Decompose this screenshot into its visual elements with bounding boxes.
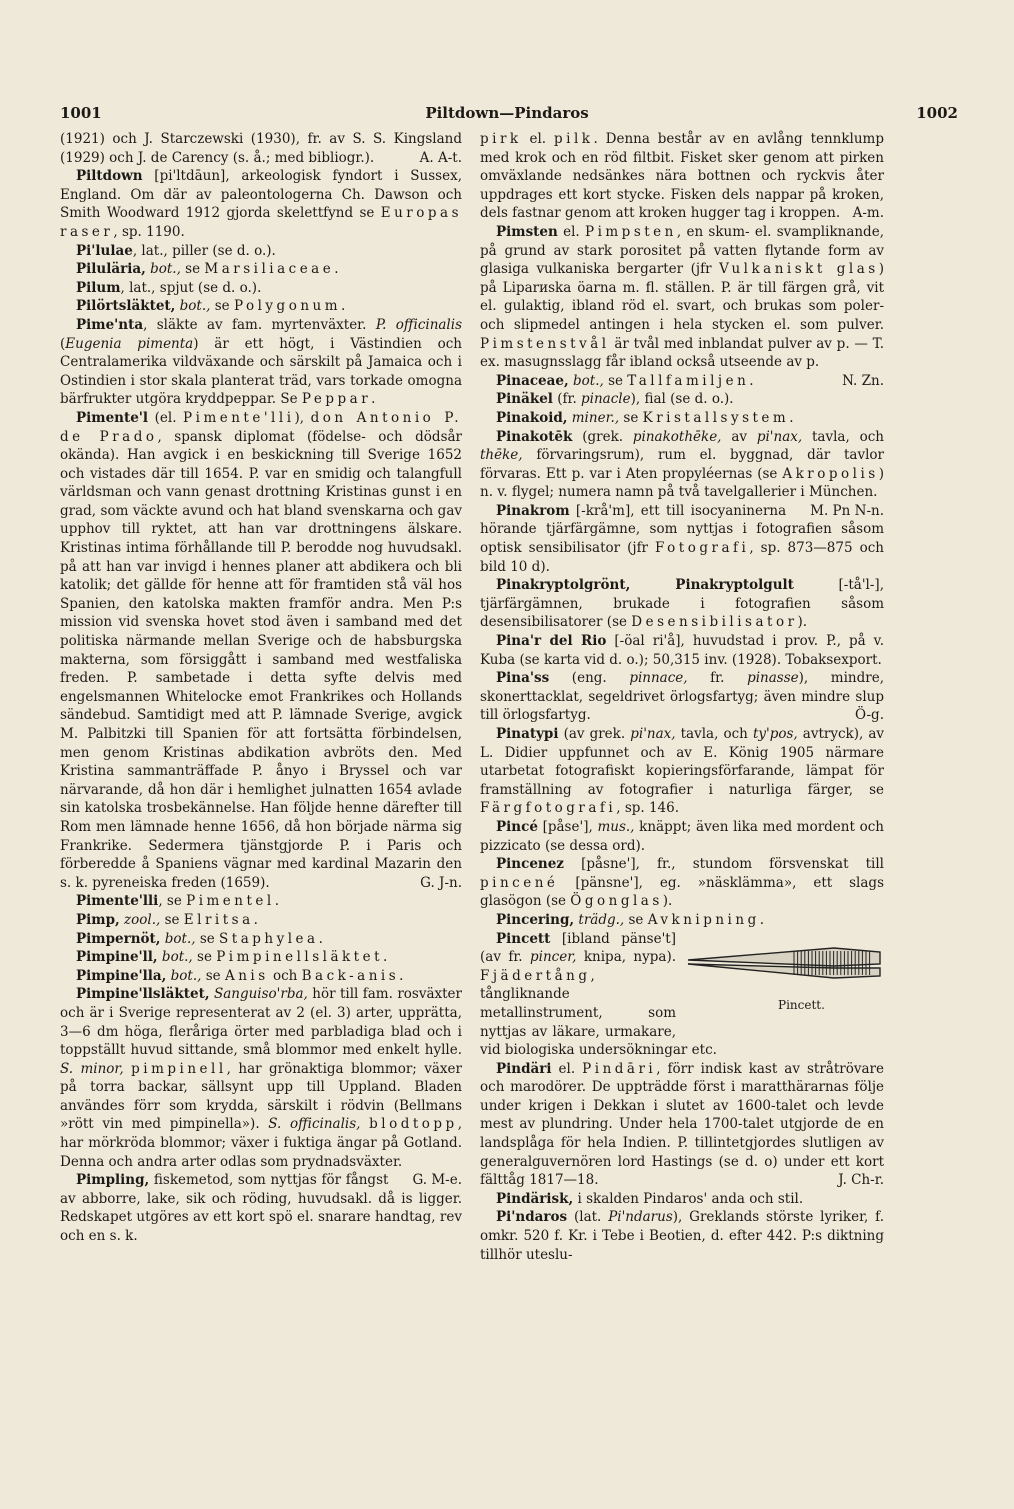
dictionary-entry [60, 297, 462, 316]
entry-text: ), mindre, skonerttacklat, segeldrivet örlogsfartyg; även mindre slup till örlogsfartyg. [480, 670, 884, 724]
dictionary-entry [480, 725, 884, 818]
cross-reference: Tallfamiljen [627, 372, 750, 389]
entry-headword: Pinakryptolgrönt, Pinakryptolgult [496, 577, 794, 594]
dictionary-entry [480, 1208, 884, 1264]
entry-headword: Pinäkel [496, 391, 553, 408]
entry-text: ) n. v. flygel; numera namn på två tavelgallerier i München. [480, 465, 884, 501]
entry-text: el. [551, 1060, 583, 1077]
entry-text: . [341, 298, 346, 315]
entry-text: se [201, 967, 225, 984]
dictionary-entry [480, 818, 884, 855]
dictionary-entry [60, 967, 462, 986]
entry-text: , spansk diplomat (födelse- och dödsår okända). Han avgick i en beskickning till Sverige 1652 och vistades där till 1654. P. var en smidig och talangfull världsman och vann genast drottning Kristinas gunst i en grad, som väckte avund och hat bland svenskarna och gav upphov till ryktet, att han var drottningens älskare. Kristinas intima förhållande till P. berodde nog huvudsakl. på att han var invigd i hennes planer att abdikera och bli katolik; det gällde för henne att för framtiden stå väl hos Spanien, den katolska makten framför andra. Men P:s mission vid svenska hovet stod även i samband med det politiska närmande mellan Sverige och de habsburgska makterna, som försiggått i samband med westfaliska freden. P. sambetade i detta syfte delvis med engelsmannen Whitelocke emot Frankrikes och Hollands sändebud. Samtidigt med att P. lämnade Sverige, avgick M. Palbitzki till Spanien för att fortsätta förbindelsen, men genom Kristinas abdikation avbröts den. Med Kristina sammanträffade P. ånyo i Bryssel och var närvarande, då hon där i hemlighet julnatten 1654 avlade sin katolska trosbekännelse. Han följde henne därefter till Rom men lämnade henne 1656, då hon började närma sig Frankrike. Sedermera tjänstgjorde P. i Paris och förberedde å Spaniens vägnar med kardinal Mazarin den s. k. pyreneiska freden (1659). [60, 428, 462, 891]
entry-text: [-tå'l-], tjärfärgämnen, brukade i fotografien såsom desensibilisatorer (se [480, 577, 884, 631]
entry-text: [pi'ltdāun], arkeologisk fyndort i Sussex, England. Om där av paleontologerna Ch. Dawson och Smith Woodward 1912 gjorda skelettfynd se [60, 168, 462, 222]
entry-text: tavla, och [802, 428, 884, 445]
entry-text: , sp. 146. [616, 800, 680, 817]
entry-text: pinasse [747, 670, 799, 687]
entry-headword: Piluläria, [76, 261, 146, 278]
entry-text: (fr. [552, 391, 582, 408]
entry-text: Sanguiso'rba, [209, 986, 308, 1003]
entry-text: (grek. [572, 428, 633, 445]
entry-text: förvaringsrum), rum el. byggnad, där tavlor förvaras. Ett p. var i Aten propyléernas (se [480, 447, 884, 482]
right-column [480, 130, 884, 1264]
entry-text: el. [521, 131, 554, 147]
entry-text: [-krå'm], ett till isocyaninerna hörande tjärfärgämne, som nyttjas i fotografien såsom optisk sensibilisator (jfr [480, 502, 884, 557]
dictionary-entry [480, 1190, 884, 1209]
cross-reference: Europas raser [60, 205, 462, 240]
dictionary-entry [480, 372, 884, 391]
entry-text: , en skum- el. svampliknande, på grund av stark porositet på vatten flytande form av glasiga vulkaniska bergarter (jfr [480, 223, 884, 278]
running-title: Piltdown—Pindaros [425, 104, 589, 122]
entry-text: [pänsne'], eg. »näsklämma», ett slags glasögon (se [480, 874, 884, 910]
entry-text: bot., [145, 261, 181, 278]
entry-text: pi'nax, [630, 726, 676, 742]
entry-text: i skalden Pindaros' anda och stil. [573, 1190, 804, 1207]
dictionary-entry [60, 242, 462, 261]
entry-text: , se [158, 893, 187, 910]
entry-text: ), Greklands störste lyriker, f. omkr. 520 f. Kr. i Tebe i Beotien, d. efter 442. P:s diktning tillhör uteslu- [480, 1209, 884, 1263]
cross-reference: Back-anis [301, 967, 400, 984]
entry-text: pinnace, [629, 670, 688, 687]
entry-headword: Pimente'lli [76, 893, 159, 910]
entry-text: . [371, 391, 376, 408]
author-signature: A. A-t. [419, 149, 462, 166]
entry-text: el. [557, 223, 585, 240]
entry-headword: Pincé [496, 818, 538, 835]
left-column [60, 130, 462, 1246]
entry-text: S. officinalis, [268, 1116, 361, 1133]
entry-headword: Pinakotēk [496, 428, 573, 445]
cross-reference: Pimpsten [584, 223, 677, 240]
cross-reference: Marsiliaceae [204, 261, 335, 278]
cross-reference: pimpinell [131, 1060, 227, 1077]
cross-reference: Pindāri [582, 1060, 657, 1077]
entry-text: se [160, 911, 184, 928]
cross-reference: Staphylea [219, 930, 319, 947]
entry-text: (eng. [549, 670, 630, 687]
entry-text: [påse'], [537, 818, 598, 835]
entry-text: , lat., piller (se d. o.). [132, 242, 276, 259]
entry-text: och [268, 967, 302, 984]
entry-text: . [759, 911, 765, 928]
entry-text: , släkte av fam. myrtenväxter. [143, 316, 376, 333]
cross-reference: Pimentel [186, 893, 275, 910]
entry-text: pinacle [581, 391, 631, 408]
cross-reference: pirk [480, 131, 522, 147]
author-signature: M. Pn N-n. [810, 502, 884, 519]
entry-text: (el. [148, 409, 184, 426]
entry-headword: Pi'lulae [76, 242, 133, 259]
dictionary-entry [480, 576, 884, 632]
entry-headword: Pimpine'lla, [76, 967, 167, 984]
entry-headword: Pincett [496, 930, 551, 947]
entry-text: . [749, 372, 754, 389]
entry-headword: Pincering, [496, 911, 575, 928]
dictionary-entry [480, 930, 884, 1060]
author-signature: A-m. [852, 205, 884, 222]
entry-headword: Pimpine'llsläktet, [76, 986, 210, 1003]
entry-text: se [210, 298, 234, 315]
entry-text: bot., [160, 930, 196, 947]
entry-text: S. minor, [60, 1060, 124, 1077]
entry-headword: Pime'nta [76, 316, 144, 333]
cross-reference: Polygonum [233, 298, 342, 315]
entry-text: , har grönaktiga blommor; växer på torra backar, sällsynt upp till Uppland. Bladen användes förr som krydda, särskilt i rödvin (Bellmans »rött vin med pimpinella»). [60, 1060, 462, 1133]
entry-text: , lat., spjut (se d. o.). [120, 279, 262, 296]
figure-caption: Pincett. [778, 997, 825, 1012]
entry-headword: Pimpling, [76, 1172, 150, 1189]
entry-text: (av grek. [558, 726, 631, 742]
entry-headword: Pina'ss [496, 670, 550, 687]
dictionary-entry [480, 855, 884, 911]
dictionary-entry [60, 260, 462, 279]
entry-text: zool., [119, 911, 161, 928]
entry-text: ). [662, 893, 673, 910]
entry-headword: Pindäri [496, 1060, 552, 1077]
entry-text: [ibland pänse't] (av fr. [480, 930, 676, 966]
entry-text: ) på Liparиska öarna m. fl. ställen. P. är till färgen grå, vit el. gulaktig, ibland röd el. svart, och brukas som poler- och slipmedel antingen i hela stycken el. som pulver. [480, 261, 884, 333]
dictionary-entry [60, 130, 462, 167]
entry-headword: Piltdown [76, 168, 143, 185]
cross-reference: Desensibilisator [631, 614, 798, 631]
author-signature: N. Zn. [842, 372, 884, 389]
dictionary-entry [480, 911, 884, 930]
author-signature: J. Ch-r. [838, 1172, 884, 1189]
entry-headword: Pincenez [496, 856, 564, 873]
dictionary-entry [60, 409, 462, 892]
dictionary-entry [60, 892, 462, 911]
entry-text: , sp. 1190. [113, 223, 185, 240]
entry-text: [påsne'], fr., stundom försvenskat till [563, 856, 884, 873]
entry-text: hör till fam. rosväxter och är i Sverige representerat av 2 (el. 3) arter, upprätta, 3—6 dm höga, fleråriga örter med parbladiga blad och i toppställt huvud sittande, små blommor med enkelt hylle. [60, 986, 462, 1059]
entry-text: , tångliknande metallinstrument, som nyttjas av läkare, urmakare, vid biologiska undersökningar etc. [480, 967, 717, 1059]
entry-text: pincer, [530, 949, 577, 966]
entry-headword: Pinakoid, [496, 409, 568, 426]
entry-text: , har mörkröda blommor; växer i fuktiga ängar på Gotland. Denna och andra arter odlas som prydnadsväxter. [60, 1116, 462, 1170]
entry-headword: Pimente'l [76, 409, 149, 426]
cross-reference: Pimstenstvål [480, 335, 610, 352]
entry-text: , sp. 873—875 och bild 10 d). [480, 540, 884, 575]
cross-reference: Anis [224, 967, 269, 984]
entry-text: bot., [166, 967, 202, 984]
entry-headword: Pimpernöt, [76, 930, 161, 947]
entry-text: knipa, nypa). [576, 949, 676, 966]
dictionary-entry [480, 632, 884, 669]
entry-headword: Pinakrom [496, 502, 570, 519]
entry-text: knäppt; även lika med mordent och pizzicato (se dessa ord). [480, 818, 884, 854]
entry-text: . [383, 949, 388, 966]
cross-reference: Peppar [301, 391, 372, 408]
entry-text: bot., [568, 372, 604, 389]
entry-text: ty'pos, [752, 726, 798, 742]
entry-headword: Pinatypi [496, 726, 559, 742]
cross-reference: Elritsa [183, 911, 254, 928]
dictionary-entry [60, 316, 462, 409]
cross-reference: blodtopp [369, 1116, 458, 1133]
entry-text: . [253, 911, 258, 928]
dictionary-entry [480, 390, 884, 409]
dictionary-entry [480, 409, 884, 428]
dictionary-entry [480, 1060, 884, 1190]
cross-reference: Ögonglas [570, 893, 663, 910]
entry-text: trädg., [574, 911, 625, 928]
dictionary-entry [60, 948, 462, 967]
entry-headword: Pindärisk, [496, 1190, 574, 1207]
cross-reference: Avknipning [647, 911, 760, 928]
entry-text: ), [294, 409, 311, 426]
dictionary-entry [60, 279, 462, 298]
entry-text: se [603, 372, 628, 389]
entry-text: fiskemetod, som nyttjas för fångst av abborre, lake, sik och röding, huvudsakl. då is ligger. Redskapet utgöres av ett kort spö el. snarare handtag, rev och en s. k. [60, 1172, 462, 1245]
cross-reference: Pimente'lli [183, 409, 295, 426]
entry-text: ). [797, 614, 808, 631]
entry-headword: Pilum [76, 279, 121, 296]
entry-text: miner., [567, 409, 620, 426]
entry-text: avtryck), av L. Didier uppfunnet och av E. König 1905 närmare utarbetat fotografiskt kopieringsförfarande, lämpat för framställning av fotografier i naturliga färger, se [480, 726, 885, 798]
dictionary-entry [60, 167, 462, 241]
cross-reference: don Antonio P. de Prado [60, 409, 462, 445]
entry-text [124, 1061, 131, 1077]
entry-text: av [721, 428, 757, 445]
entry-text: bot., [175, 298, 211, 315]
entry-headword: Pi'ndaros [496, 1209, 568, 1226]
entry-text: . Denna består av en avlång tennklump med krok och en röd filtbit. Fisket sker genom att pirken omväxlande nedsänkes nära bottnen och ryckvis åter uppdrages ett kort stycke. Fisken dels nappar på kroken, dels fastnar genom att kroken hugger tag i kroppen. [480, 131, 885, 222]
cross-reference: Färgfotografi [480, 800, 617, 817]
entry-text: Eugenia pimenta [65, 335, 194, 352]
entry-headword: Pinaceae, [496, 372, 569, 389]
entry-text: ), fial (se d. o.). [630, 391, 734, 408]
cross-reference: pincené [480, 874, 559, 891]
entry-text: pinakothēke, [632, 428, 722, 445]
dictionary-entry [480, 669, 884, 725]
entry-text: se [180, 261, 205, 278]
dictionary-entry [480, 130, 884, 223]
entry-text: se [195, 930, 220, 947]
page-number-left: 1001 [60, 104, 102, 122]
entry-text: pi'nax, [756, 428, 803, 445]
cross-reference: pilk [553, 131, 594, 147]
entry-text: tavla, och [675, 726, 753, 742]
cross-reference: Fotografi [655, 540, 750, 557]
entry-text: mus., [597, 818, 635, 835]
entry-headword: Pina'r del Rio [496, 633, 607, 650]
entry-text [360, 1116, 369, 1132]
entry-text: ) är ett högt, i Västindien och Centralamerika vildväxande och särskilt på Jamaica och i Ostindien i stor skala planterat träd, vars torkade omogna bärfrukter utgöra kryddpeppar. Se [60, 335, 462, 408]
entry-headword: Pimsten [496, 223, 558, 240]
tweezers-icon [684, 934, 884, 994]
entry-text: bot., [157, 949, 193, 966]
entry-text: (1921) och J. Starczewski (1930), fr. av S. S. Kingsland (1929) och J. de Carency (s. å.; med bibliogr.). [60, 131, 462, 166]
entry-text: [-öal ri'å], huvudstad i prov. P., på v. Kuba (se karta vid d. o.); 50,315 inv. (1928). Tobaksexport. [480, 633, 885, 668]
entry-text: se [192, 949, 217, 966]
author-signature: Ö-g. [854, 707, 884, 724]
entry-text: . [334, 261, 339, 278]
dictionary-entry [60, 930, 462, 949]
cross-reference: Akropolis [782, 465, 879, 482]
cross-reference: Kristallsystem [642, 409, 790, 426]
cross-reference: Vulkaniskt glas [719, 261, 879, 278]
cross-reference: Fjädertång [480, 967, 591, 984]
entry-headword: Pimpine'll, [76, 949, 158, 966]
entry-text: (lat. [567, 1209, 609, 1226]
entry-text: . [399, 967, 404, 984]
entry-text: Pi'ndarus [608, 1209, 673, 1226]
entry-text: ( [60, 335, 66, 352]
author-signature: G. J-n. [420, 874, 462, 891]
entry-text: . [789, 409, 794, 426]
dictionary-entry [60, 911, 462, 930]
cross-reference: Pimpinellsläktet [216, 949, 384, 966]
author-signature: G. M-e. [412, 1172, 462, 1189]
entry-text: , förr indisk kast av stråtrövare och marodörer. De uppträdde först i maratthärarnas följe under krigen i Dekkan i slutet av 1600-talet och levde mest av plundring. Under hela 1700-talet utgjorde de en landsplåga för hela Indien. P. tillintetgjordes slutligen av generalguvernören lord Hastings (se d. o) under ett kort fälttåg 1817—18. [480, 1060, 884, 1189]
entry-text: fr. [687, 670, 748, 687]
entry-text: se [619, 409, 643, 426]
entry-text: se [624, 911, 648, 928]
page-number-right: 1002 [916, 104, 958, 122]
entry-text: P. officinalis [375, 316, 462, 333]
entry-text: . [318, 930, 323, 947]
entry-text: . [274, 893, 280, 910]
entry-headword: Pimp, [76, 911, 120, 928]
tweezers-illustration [684, 934, 884, 1026]
entry-text: thēke, [480, 447, 523, 464]
entry-headword: Pilörtsläktet, [76, 298, 176, 315]
entry-text: är tvål med inblandat pulver av p. — T. ex. masugnsslagg får ibland också utseende av p. [480, 335, 884, 371]
